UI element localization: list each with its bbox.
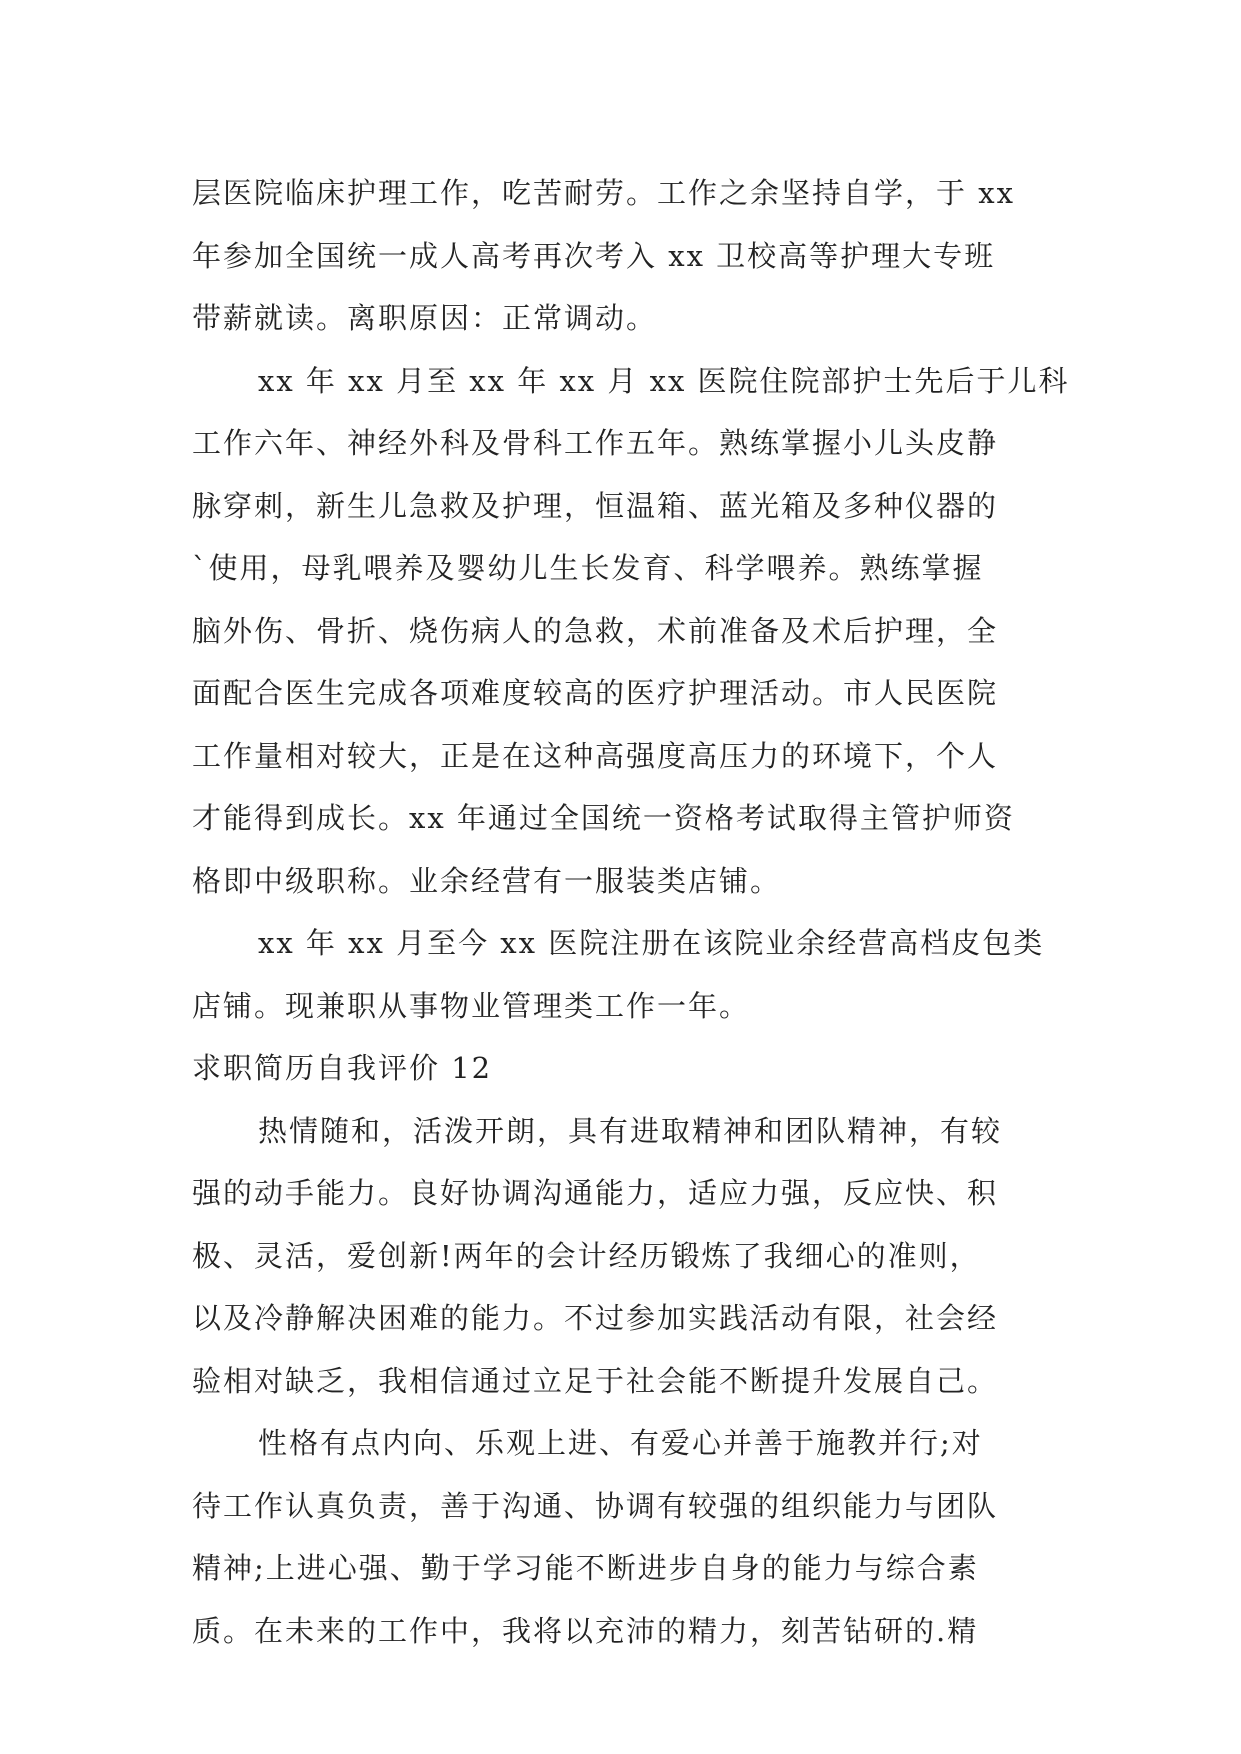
text-line: 极、灵活，爱创新!两年的会计经历锻炼了我细心的准则， (192, 1238, 981, 1273)
text-line: 以及冷静解决困难的能力。不过参加实践活动有限，社会经 (192, 1301, 999, 1335)
text-line: 面配合医生完成各项难度较高的医疗护理活动。市人民医院 (192, 676, 999, 710)
section-heading (192, 1037, 1052, 1100)
text-line: 脉穿刺，新生儿急救及护理，恒温箱、蓝光箱及多种仪器的 (192, 488, 999, 523)
paragraph (192, 162, 1052, 350)
heading-text: 求职简历自我评价 12 (192, 1051, 493, 1085)
paragraph (192, 912, 1052, 1037)
text-line: 店铺。现兼职从事物业管理类工作一年。 (192, 988, 751, 1023)
text-line: 工作六年、神经外科及骨科工作五年。熟练掌握小儿头皮静 (192, 426, 999, 460)
text-line: 质。在未来的工作中，我将以充沛的精力，刻苦钻研的.精 (192, 1613, 979, 1648)
paragraph (192, 1412, 1052, 1662)
text-line: `使用，母乳喂养及婴幼儿生长发育、科学喂养。熟练掌握 (192, 551, 984, 585)
text-line: 验相对缺乏，我相信通过立足于社会能不断提升发展自己。 (192, 1363, 999, 1398)
text-line: 层医院临床护理工作，吃苦耐劳。工作之余坚持自学，于 xx (192, 176, 1015, 210)
text-line: xx 年 xx 月至今 xx 医院注册在该院业余经营高档皮包类 (258, 926, 1045, 960)
text-line: 强的动手能力。良好协调沟通能力，适应力强，反应快、积 (192, 1176, 999, 1210)
text-line: 待工作认真负责，善于沟通、协调有较强的组织能力与团队 (192, 1488, 999, 1523)
document-body (192, 162, 1070, 1662)
paragraph (192, 1100, 1052, 1413)
text-line: 性格有点内向、乐观上进、有爱心并善于施教并行;对 (258, 1426, 983, 1460)
text-line: 工作量相对较大，正是在这种高强度高压力的环境下，个人 (192, 738, 999, 773)
text-line: 带薪就读。离职原因：正常调动。 (192, 301, 658, 335)
text-line: 才能得到成长。xx 年通过全国统一资格考试取得主管护师资 (192, 801, 1015, 835)
text-line: 年参加全国统一成人高考再次考入 xx 卫校高等护理大专班 (192, 238, 996, 273)
paragraph (192, 350, 1070, 913)
text-line: 热情随和，活泼开朗，具有进取精神和团队精神，有较 (258, 1113, 1003, 1148)
text-line: 格即中级职称。业余经营有一服装类店铺。 (192, 863, 782, 898)
text-line: 精神;上进心强、勤于学习能不断进步自身的能力与综合素 (192, 1551, 979, 1585)
text-line: 脑外伤、骨折、烧伤病人的急救，术前准备及术后护理，全 (192, 613, 999, 648)
text-line: xx 年 xx 月至 xx 年 xx 月 xx 医院住院部护士先后于儿科 (258, 363, 1070, 398)
